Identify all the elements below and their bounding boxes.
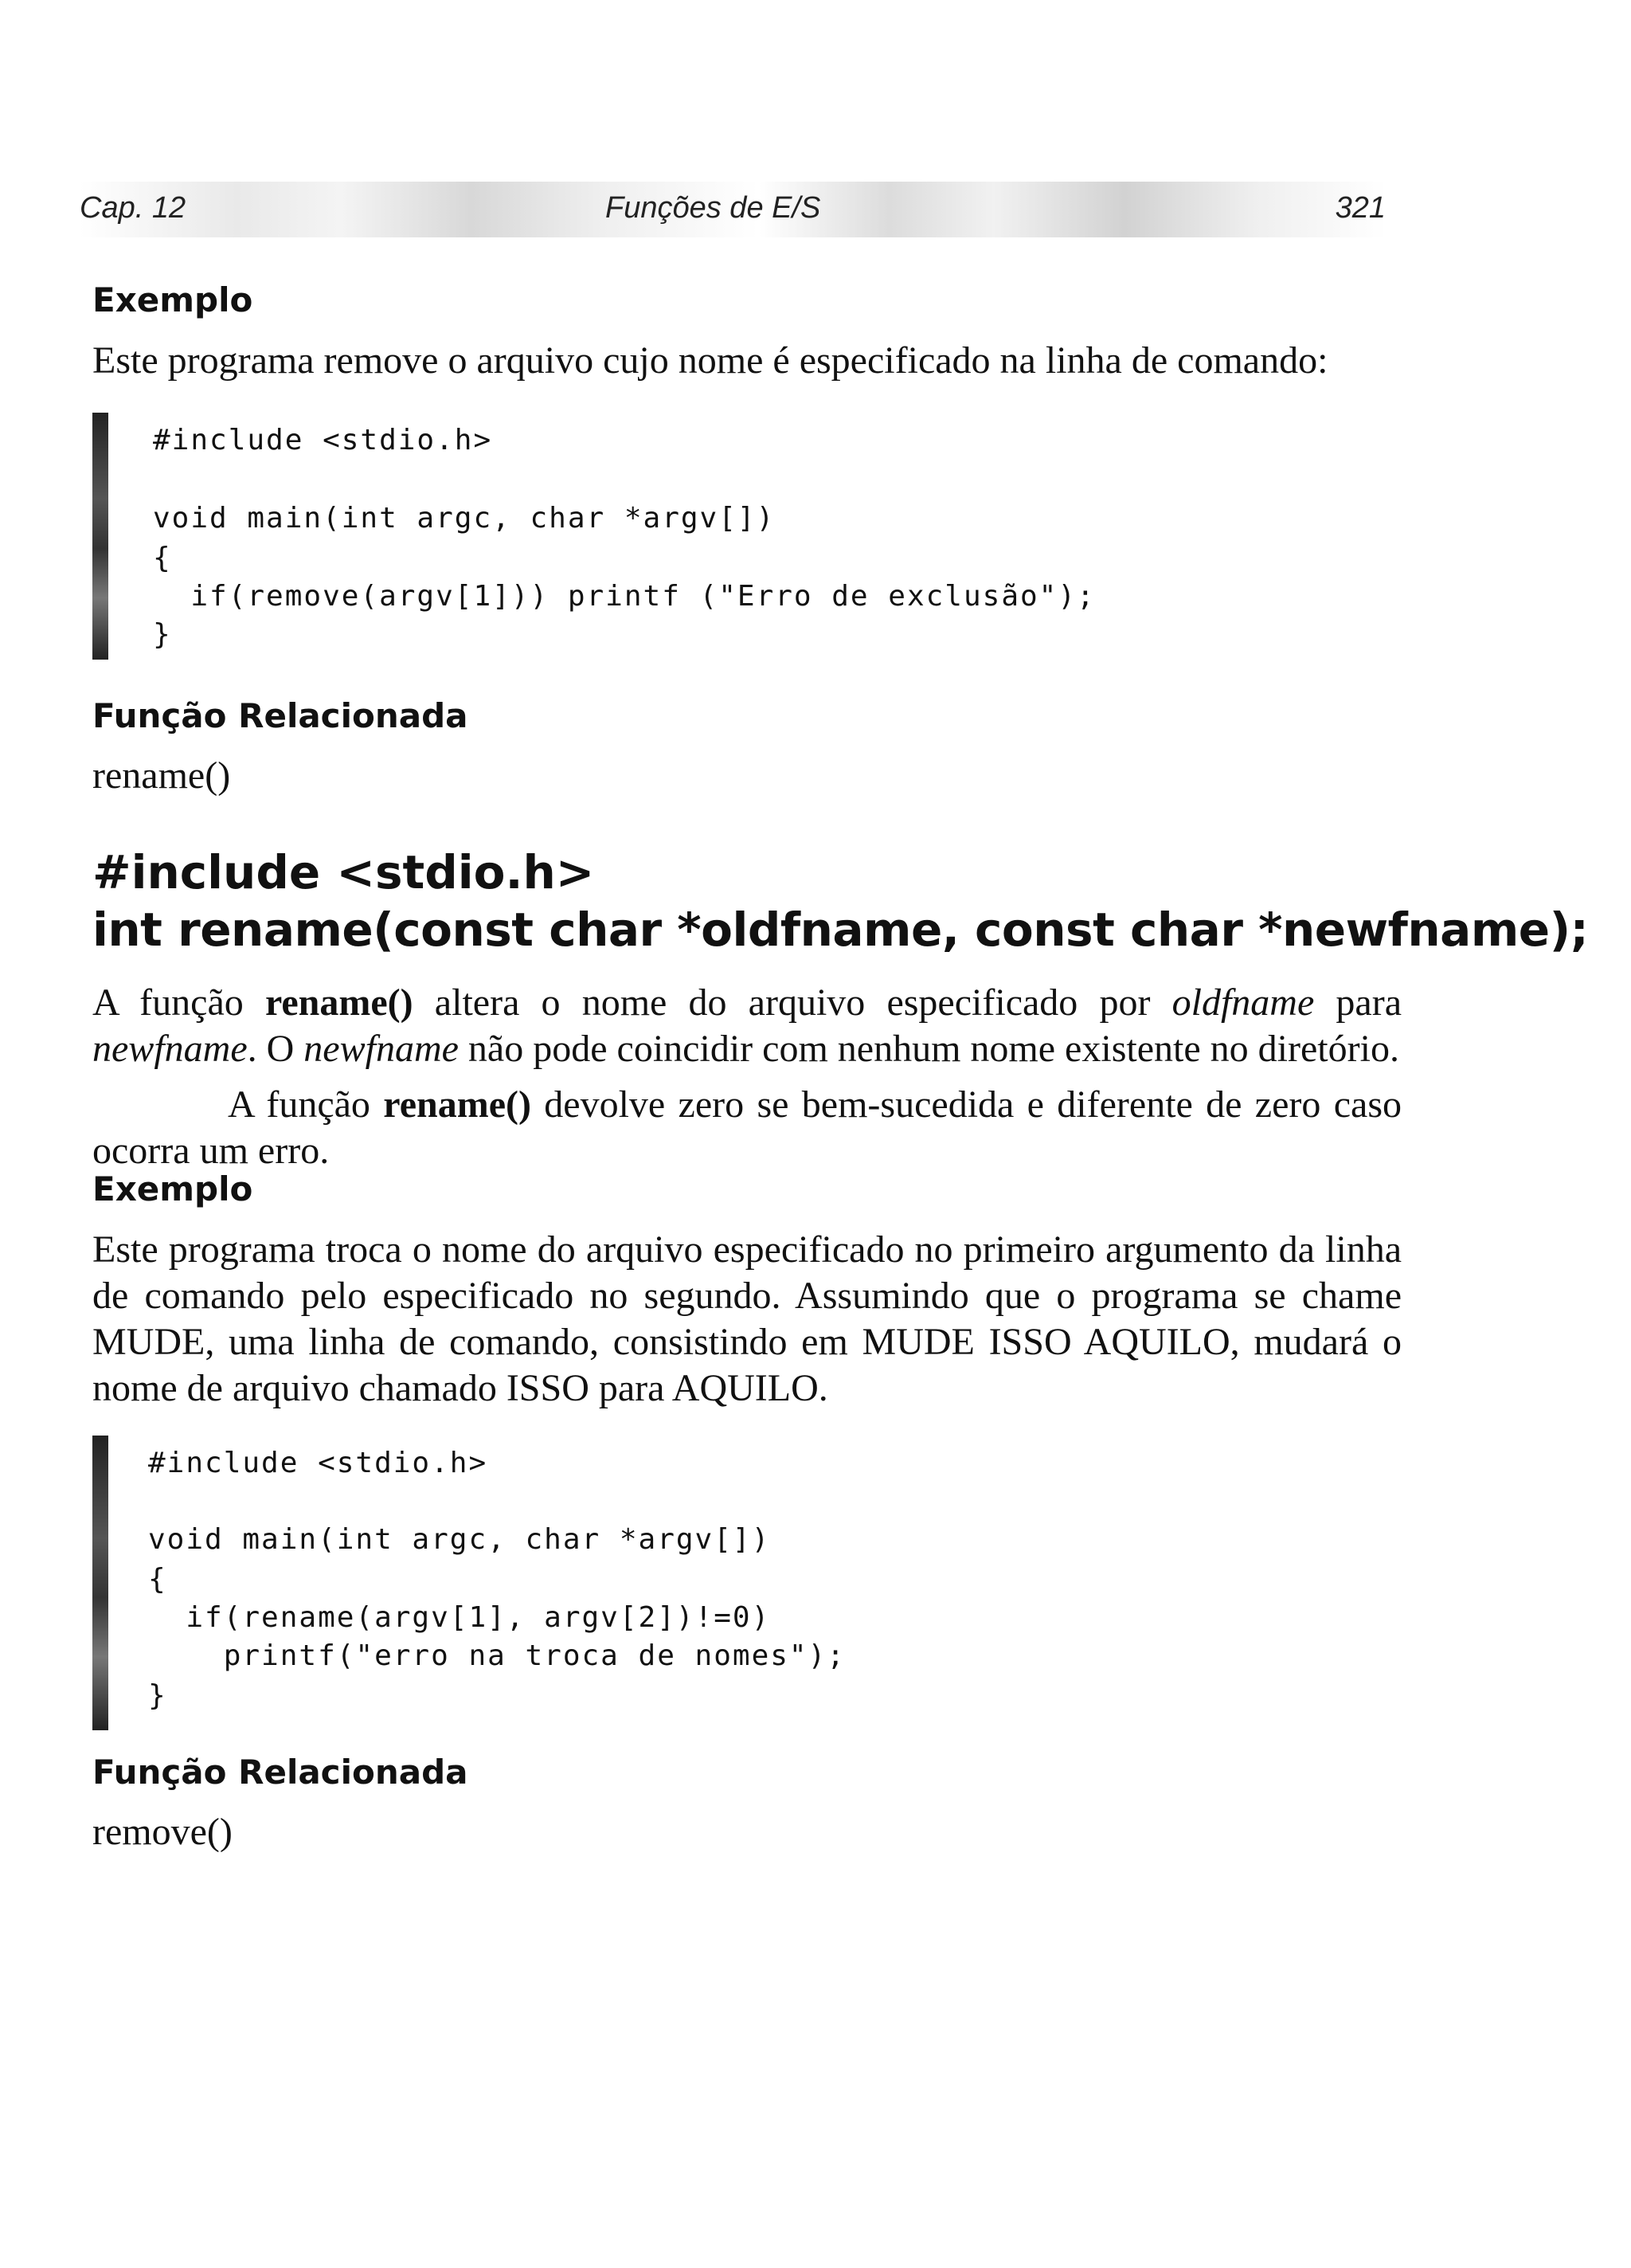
example-heading: Exemplo — [92, 1169, 253, 1208]
code-block-remove — [92, 413, 1128, 660]
argument-name: newfname — [303, 1028, 459, 1070]
code-line: void main(int argc, char *argv[]) — [148, 1523, 771, 1556]
code-block-rename — [92, 1436, 1128, 1730]
code-line: if(rename(argv[1], argv[2])!=0) — [148, 1601, 771, 1634]
code-line: printf("erro na troca de nomes"); — [148, 1639, 846, 1672]
code-line: { — [153, 542, 172, 574]
return-value-paragraph: A função rename() devolve zero se bem-sucedida e diferente de zero caso ocorra um erro. — [92, 1083, 1402, 1172]
page-header — [80, 182, 1386, 237]
code-line: void main(int argc, char *argv[]) — [153, 502, 776, 535]
function-name: rename() — [383, 1083, 531, 1126]
function-name: rename() — [264, 981, 413, 1024]
related-function: remove() — [92, 1811, 233, 1853]
code-line: #include <stdio.h> — [148, 1447, 488, 1479]
code-line: if(remove(argv[1])) printf ("Erro de exclusão"); — [153, 580, 1096, 613]
example-text: Este programa remove o arquivo cujo nome é especificado na linha de comando: — [92, 339, 1328, 382]
example-text: Este programa troca o nome do arquivo especificado no primeiro argumento da linha de comando pelo especificado no segundo. Assumindo que o programa se chame MUDE, uma linha de comando, consistindo em MUDE ISSO AQUILO, mudará o nome de arquivo chamado ISSO para AQUILO. — [92, 1228, 1402, 1409]
signature-prototype: int rename(const char *oldfname, const char *newfname); — [92, 903, 1589, 957]
signature-include: #include <stdio.h> — [92, 845, 595, 899]
chapter-label: Cap. 12 — [80, 191, 186, 225]
argument-name: oldfname — [1171, 981, 1315, 1024]
chapter-title: Funções de E/S — [605, 191, 821, 225]
code-line: } — [153, 618, 172, 651]
argument-name: newfname — [92, 1028, 248, 1070]
code-bar — [92, 1436, 108, 1730]
code-line: { — [148, 1563, 167, 1596]
code-bar — [92, 413, 108, 660]
related-heading: Função Relacionada — [92, 696, 468, 735]
example-heading: Exemplo — [92, 280, 253, 319]
page-number: 321 — [1335, 191, 1386, 225]
description-paragraph: A função rename() altera o nome do arquivo especificado por oldfname para newfname. O newfname não pode coincidir com nenhum nome existente no diretório. — [92, 981, 1402, 1070]
code-line: #include <stdio.h> — [153, 424, 493, 456]
related-heading: Função Relacionada — [92, 1753, 468, 1792]
related-function: rename() — [92, 754, 231, 797]
code-line: } — [148, 1679, 167, 1712]
